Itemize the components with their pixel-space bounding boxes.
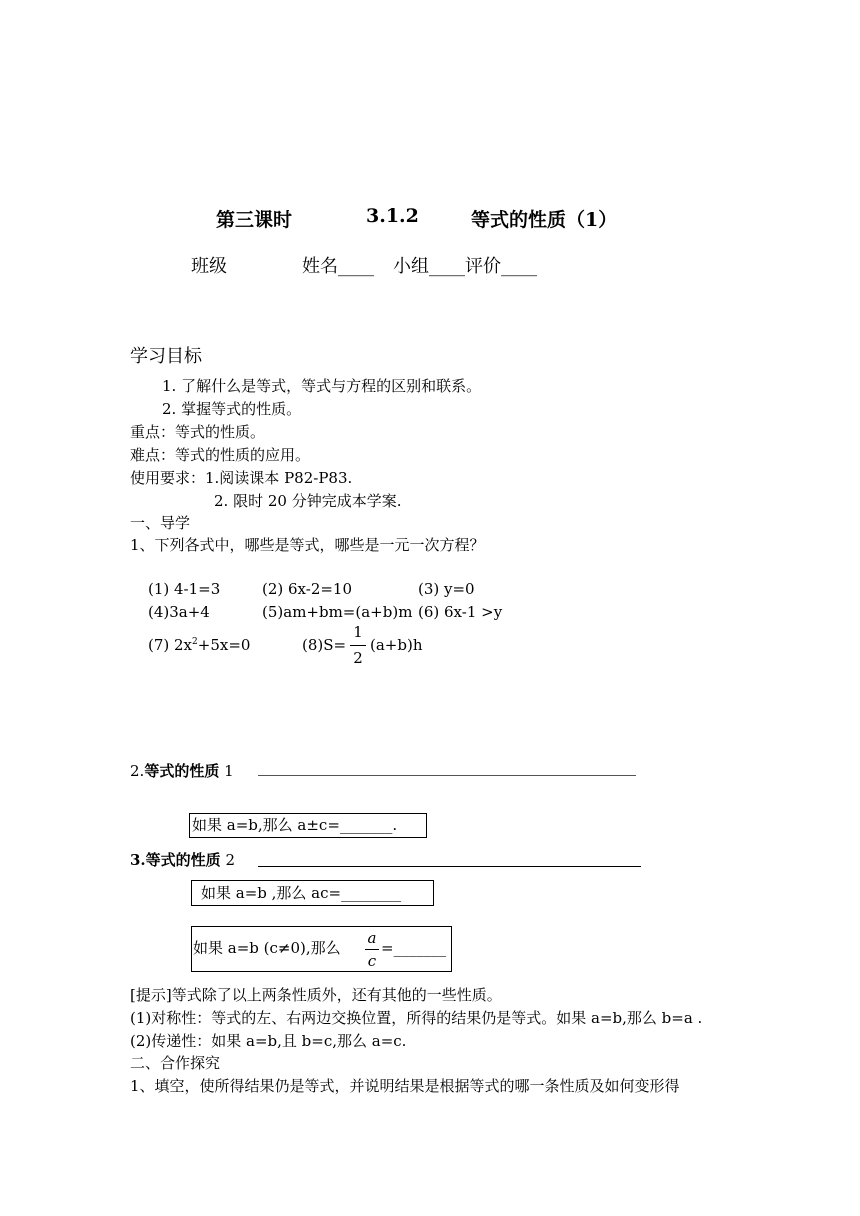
expression-2: (2) 6x-2=10 (262, 580, 353, 598)
property1-answer-line[interactable] (258, 775, 636, 776)
section-number: 3.1.2 (366, 205, 419, 227)
expression-1: (1) 4-1=3 (148, 580, 221, 598)
page-title: 等式的性质（1） (471, 209, 618, 231)
section1-heading: 一、导学 (130, 514, 191, 532)
property2-box-2-prefix: 如果 a=b (c≠0),那么 (193, 939, 341, 957)
expression-8-suffix: (a+b)h (370, 636, 423, 654)
expression-7: (7) $2x^2+5x=0$ (148, 636, 251, 654)
group-evaluation-label: 小组____评价____ (393, 256, 537, 277)
usage-requirement-2: 2. 限时 20 分钟完成本学案. (214, 492, 402, 510)
property2-box-2 (191, 926, 452, 972)
difficulty: 难点：等式的性质的应用。 (130, 446, 311, 464)
goals-heading: 学习目标 (130, 346, 202, 367)
expression-4: (4)3a+4 (148, 603, 210, 621)
property2-box-1 (191, 880, 434, 906)
usage-requirement-1: 使用要求：1.阅读课本 P82-P83. (130, 469, 353, 487)
property2-box-2-suffix: =_______ (381, 939, 447, 957)
expression-3: (3) y=0 (418, 580, 475, 598)
fraction-bar (350, 645, 366, 646)
property2-answer-line[interactable] (258, 866, 641, 867)
fraction-a-over-c (365, 928, 379, 972)
fraction-numerator: 1 (353, 623, 363, 641)
property1-box-text: 如果 a=b,那么 a±c=_______. (192, 816, 398, 834)
goal-item-2: 2. 掌握等式的性质。 (162, 400, 302, 418)
fraction-numerator: a (367, 929, 377, 947)
expression-6: (6) 6x-1 >y (418, 603, 503, 621)
symmetric-property: (1)对称性：等式的左、右两边交换位置，所得的结果仍是等式。如果 a=b,那么 b=a . (130, 1009, 703, 1027)
fraction-one-half (350, 622, 366, 668)
fraction-denominator: 2 (353, 649, 363, 667)
section2-question: 1、填空，使所得结果仍是等式，并说明结果是根据等式的哪一条性质及如何变形得 (130, 1077, 680, 1095)
property1-label: 2.等式的性质 1 (130, 762, 234, 780)
name-label: 姓名____ (302, 256, 374, 277)
property2-box-1-text: 如果 a=b ,那么 ac=________ (201, 884, 402, 902)
transitive-property: (2)传递性：如果 a=b,且 b=c,那么 a=c. (130, 1032, 407, 1050)
class-label: 班级 (191, 256, 227, 277)
fraction-bar (365, 949, 379, 950)
expression-5: (5)am+bm=(a+b)m (262, 603, 413, 621)
hint-text: [提示]等式除了以上两条性质外，还有其他的一些性质。 (130, 986, 502, 1004)
fraction-denominator: c (367, 952, 377, 970)
property2-label: 3.等式的性质 2 (130, 851, 235, 869)
key-point: 重点：等式的性质。 (130, 423, 266, 441)
section2-heading: 二、合作探究 (130, 1054, 221, 1072)
lesson-number: 第三课时 (216, 209, 293, 231)
expression-8-prefix: (8)S= (302, 636, 347, 654)
property1-box (189, 813, 427, 838)
section1-question: 1、下列各式中，哪些是等式，哪些是一元一次方程？ (130, 536, 485, 554)
goal-item-1: 1. 了解什么是等式，等式与方程的区别和联系。 (162, 377, 482, 395)
